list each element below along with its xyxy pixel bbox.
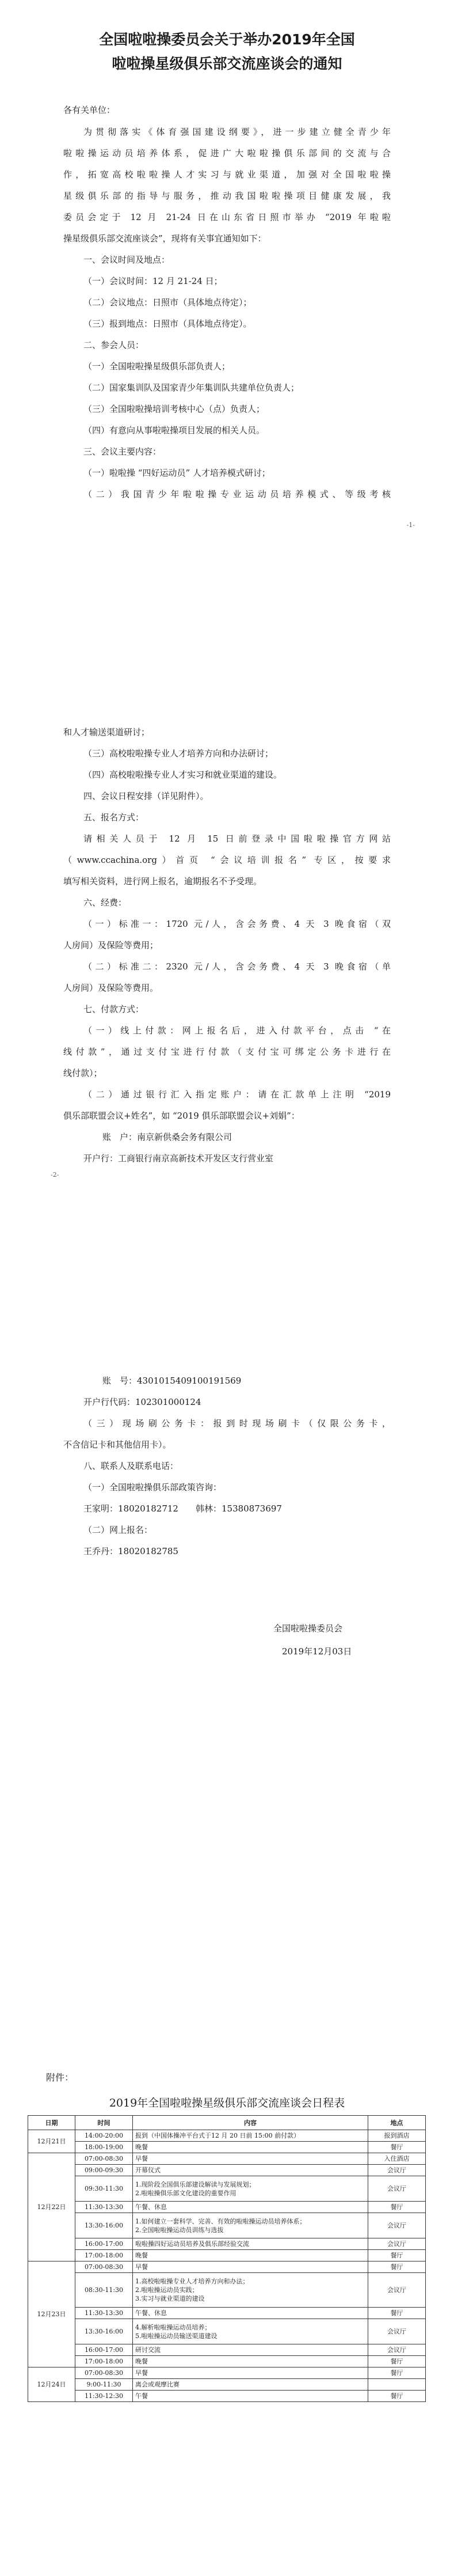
content-cell: 开幕仪式 bbox=[133, 2165, 368, 2176]
content-cell: 报到（中国体操冲平台式于12 月 20 日前 15:00 前付款） bbox=[133, 2130, 368, 2142]
issuer-signature: 全国啦啦操委员会 bbox=[273, 1623, 343, 1634]
date-cell: 12月21日 bbox=[28, 2130, 75, 2153]
content-cell: 研讨交流 bbox=[133, 2344, 368, 2356]
section-heading: 五、报名方式： bbox=[83, 812, 144, 823]
list-item: （三）报到地点：日照市（具体地点待定）。 bbox=[83, 319, 252, 329]
time-cell: 11:30-13:30 bbox=[75, 2202, 133, 2213]
place-cell: 餐厅 bbox=[368, 2308, 426, 2319]
annex-label: 附件： bbox=[46, 2072, 74, 2083]
content-cell: 啦啦操四好运动员培养及俱乐部经验交流 bbox=[133, 2238, 368, 2250]
body-line: 为贯彻落实《体育强国建设纲要》，进一步建立健全青少年 bbox=[83, 127, 391, 137]
time-cell: 11:30-13:30 bbox=[75, 2308, 133, 2319]
place-cell: 餐厅 bbox=[368, 2202, 426, 2213]
place-cell: 餐厅 bbox=[368, 2142, 426, 2153]
table-row bbox=[28, 2238, 426, 2250]
list-item: （二）我国青少年啦啦操专业运动员培养模式、等级考核 bbox=[83, 489, 391, 499]
time-cell: 07:00-08:30 bbox=[75, 2367, 133, 2379]
schedule-table-title: 2019年全国啦啦操星级俱乐部交流座谈会日程表 bbox=[109, 2097, 345, 2109]
contact-line: 王家明：18020182712 韩林：15380873697 bbox=[83, 1503, 282, 1514]
body-line: 不含信记卡和其他信用卡）。 bbox=[63, 1439, 171, 1450]
salutation: 各有关单位： bbox=[63, 105, 116, 115]
bank-code: 开户行代码：102301000124 bbox=[83, 1397, 201, 1407]
bank-name: 开户行：工商银行南京高新技术开发区支行营业室 bbox=[83, 1153, 274, 1164]
place-cell: 餐厅 bbox=[368, 2356, 426, 2367]
content-cell: 4.解析啦啦操运动员培养； 5.啦啦操运动员输送渠道建设 bbox=[133, 2319, 368, 2344]
list-item: （二）通过银行汇入指定账户：请在汇款单上注明 “2019 bbox=[83, 1089, 391, 1100]
section-heading: 六、经费： bbox=[83, 897, 127, 908]
table-row bbox=[28, 2379, 426, 2391]
list-item: （一）全国啦啦操星级俱乐部负责人； bbox=[83, 361, 231, 372]
content-cell: 早餐 bbox=[133, 2153, 368, 2165]
list-item: （四）有意向从事啦啦操项目发展的相关人员。 bbox=[83, 425, 265, 435]
page-2 bbox=[0, 644, 454, 1288]
list-item: （一）会议时间：12 月 21-24 日； bbox=[83, 276, 223, 286]
contact-line: 王乔丹：18020182785 bbox=[83, 1546, 178, 1556]
table-row bbox=[28, 2367, 426, 2379]
section-heading: 一、会议时间及地点： bbox=[83, 255, 170, 265]
list-item: （三）全国啦啦操培训考核中心（点）负责人； bbox=[83, 404, 265, 414]
place-cell: 报到酒店 bbox=[368, 2130, 426, 2142]
table-row bbox=[28, 2142, 426, 2153]
header-date: 日期 bbox=[28, 2116, 75, 2130]
table-row bbox=[28, 2176, 426, 2202]
table-row bbox=[28, 2153, 426, 2165]
header-place: 地点 bbox=[368, 2116, 426, 2130]
time-cell: 09:00-09:30 bbox=[75, 2165, 133, 2176]
list-item: （一）线上付款：网上报名后，进入付款平台，点击 “在 bbox=[83, 1025, 391, 1036]
place-cell: 入住酒店 bbox=[368, 2153, 426, 2165]
time-cell: 17:00-18:00 bbox=[75, 2250, 133, 2261]
time-cell: 13:30-16:00 bbox=[75, 2213, 133, 2238]
place-cell: 会议厅 bbox=[368, 2238, 426, 2250]
table-row bbox=[28, 2261, 426, 2273]
table-row bbox=[28, 2356, 426, 2367]
place-cell: 餐厅 bbox=[368, 2250, 426, 2261]
time-cell: 13:30-16:00 bbox=[75, 2319, 133, 2344]
body-line: 委员会定于 12 月 21-24 日在山东省日照市举办 “2019 年啦啦 bbox=[63, 212, 391, 222]
page-1 bbox=[0, 0, 454, 644]
list-item: （四）高校啦啦操专业人才实习和就业渠道的建设。 bbox=[83, 770, 283, 780]
section-heading: 八、联系人及联系电话： bbox=[83, 1461, 179, 1471]
content-cell: 午餐、休息 bbox=[133, 2308, 368, 2319]
body-line: 线付款）； bbox=[63, 1068, 102, 1078]
table-row bbox=[28, 2391, 426, 2402]
section-heading: 七、付款方式： bbox=[83, 1004, 144, 1014]
content-cell: 晚餐 bbox=[133, 2250, 368, 2261]
table-row bbox=[28, 2344, 426, 2356]
content-cell: 1.高校啦啦操专业人才培养方向和办法； 2.啦啦操运动员实践； 3.实习与就业渠道的建设 bbox=[133, 2273, 368, 2308]
time-cell: 08:30-11:30 bbox=[75, 2273, 133, 2308]
place-cell: 会议厅 bbox=[368, 2176, 426, 2202]
list-item: （三）现场刷公务卡：报到时现场刷卡（仅限公务卡， bbox=[83, 1418, 391, 1429]
content-cell: 晚餐 bbox=[133, 2142, 368, 2153]
table-row bbox=[28, 2165, 426, 2176]
table-row bbox=[28, 2273, 426, 2308]
place-cell: 会议厅 bbox=[368, 2213, 426, 2238]
list-item: （一）标准一：1720 元/人，含会务费、4 天 3 晚食宿（双 bbox=[83, 919, 391, 929]
place-cell: 会议厅 bbox=[368, 2273, 426, 2308]
place-cell: 餐厅 bbox=[368, 2261, 426, 2273]
content-cell: 早餐 bbox=[133, 2367, 368, 2379]
table-row bbox=[28, 2130, 426, 2142]
page-4 bbox=[0, 1932, 454, 2576]
body-line: 填写相关资料，进行网上报名，逾期报名不予受理。 bbox=[63, 876, 262, 887]
body-line: 啦啦操运动员培养体系，促进广大啦啦操俱乐部间的交流与合 bbox=[63, 148, 391, 158]
table-row bbox=[28, 2250, 426, 2261]
content-cell: 午餐、休息 bbox=[133, 2202, 368, 2213]
list-item: （二）标准二：2320 元/人，含会务费、4 天 3 晚食宿（单 bbox=[83, 961, 391, 972]
body-line: 作，拓宽高校啦啦操人才实习与就业渠道，加强对全国啦啦操 bbox=[63, 169, 391, 180]
time-cell: 07:00-08:30 bbox=[75, 2153, 133, 2165]
section-heading: 二、参会人员： bbox=[83, 340, 144, 350]
page-3 bbox=[0, 1288, 454, 1932]
content-cell: 晚餐 bbox=[133, 2356, 368, 2367]
content-cell: 离会或观摩比赛 bbox=[133, 2379, 368, 2391]
table-row bbox=[28, 2319, 426, 2344]
time-cell: 09:30-11:30 bbox=[75, 2176, 133, 2202]
body-line: 请相关人员于 12 月 15 日前登录中国啦啦操官方网站 bbox=[83, 834, 391, 844]
document-title-line-1: 全国啦啦操委员会关于举办2019年全国 bbox=[99, 31, 355, 48]
document-title-line-2: 啦啦操星级俱乐部交流座谈会的通知 bbox=[112, 55, 342, 72]
place-cell: 餐厅 bbox=[368, 2367, 426, 2379]
list-item: （一）全国啦啦操俱乐部政策咨询： bbox=[83, 1482, 222, 1492]
section-heading: 三、会议主要内容： bbox=[83, 446, 162, 457]
time-cell: 9:00-11:30 bbox=[75, 2379, 133, 2391]
list-item: （二）国家集训队及国家青少年集训队共建单位负责人； bbox=[83, 382, 300, 393]
list-item: （二）网上报名： bbox=[83, 1525, 153, 1535]
section-heading: 四、会议日程安排（详见附件）。 bbox=[83, 791, 209, 801]
body-line: 线付款”，通过支付宝进行付款（支付宝可绑定公务卡进行在 bbox=[63, 1047, 391, 1057]
place-cell bbox=[368, 2379, 426, 2391]
issue-date: 2019年12月03日 bbox=[282, 1646, 352, 1657]
body-line: 俱乐部联盟会议+姓名”，如 “2019 俱乐部联盟会议+刘娟”： bbox=[63, 1111, 300, 1121]
content-cell: 1.现阶段全国俱乐部建设解读与发展规划； 2.啦啦操俱乐部文化建设的重要作用 bbox=[133, 2176, 368, 2202]
table-row bbox=[28, 2308, 426, 2319]
date-cell: 12月24日 bbox=[28, 2367, 75, 2402]
time-cell: 14:00-20:00 bbox=[75, 2130, 133, 2142]
page-number: -1- bbox=[406, 521, 415, 529]
place-cell: 餐厅 bbox=[368, 2391, 426, 2402]
content-cell: 早餐 bbox=[133, 2261, 368, 2273]
table-row bbox=[28, 2213, 426, 2238]
time-cell: 07:00-08:30 bbox=[75, 2261, 133, 2273]
time-cell: 17:00-18:00 bbox=[75, 2356, 133, 2367]
body-line: 人房间）及保险等费用。 bbox=[63, 983, 159, 993]
account-name: 账 户：南京新供桑会务有限公司 bbox=[102, 1132, 232, 1142]
date-cell: 12月23日 bbox=[28, 2261, 75, 2367]
table-header-row bbox=[28, 2116, 426, 2130]
content-cell: 午餐 bbox=[133, 2391, 368, 2402]
schedule-table bbox=[28, 2115, 426, 2402]
list-item: （三）高校啦啦操专业人才培养方向和办法研讨； bbox=[83, 748, 274, 759]
place-cell: 会议厅 bbox=[368, 2319, 426, 2344]
body-line: （www.ccachina.org）首页 “会议培训报名” 专区，按要求 bbox=[63, 855, 391, 865]
list-item: （一）啦啦操 “四好运动员” 人才培养模式研讨； bbox=[83, 468, 270, 478]
list-item: （二）会议地点：日照市（具体地点待定）； bbox=[83, 297, 252, 308]
time-cell: 11:30-12:30 bbox=[75, 2391, 133, 2402]
place-cell: 会议厅 bbox=[368, 2165, 426, 2176]
page-number: -2- bbox=[51, 1171, 59, 1179]
place-cell: 会议厅 bbox=[368, 2344, 426, 2356]
header-time: 时间 bbox=[75, 2116, 133, 2130]
time-cell: 18:00-19:00 bbox=[75, 2142, 133, 2153]
account-number: 账 号：4301015409100191569 bbox=[102, 1376, 242, 1386]
body-line: 人房间）及保险等费用； bbox=[63, 940, 159, 950]
table-row bbox=[28, 2202, 426, 2213]
body-line: 和人才输送渠道研讨； bbox=[63, 727, 150, 737]
body-line: 操星级俱乐部交流座谈会”，现将有关事宜通知如下： bbox=[63, 233, 266, 244]
time-cell: 16:00-17:00 bbox=[75, 2344, 133, 2356]
body-line: 星级俱乐部的指导与服务，推动我国啦啦操项目健康发展，我 bbox=[63, 191, 391, 201]
content-cell: 1.如何建立一套科学、完善、有效的啦啦操运动员培养体系； 2.全国啦啦操运动员训练与选拔 bbox=[133, 2213, 368, 2238]
header-content: 内容 bbox=[133, 2116, 368, 2130]
time-cell: 16:00-17:00 bbox=[75, 2238, 133, 2250]
date-cell: 12月22日 bbox=[28, 2153, 75, 2261]
